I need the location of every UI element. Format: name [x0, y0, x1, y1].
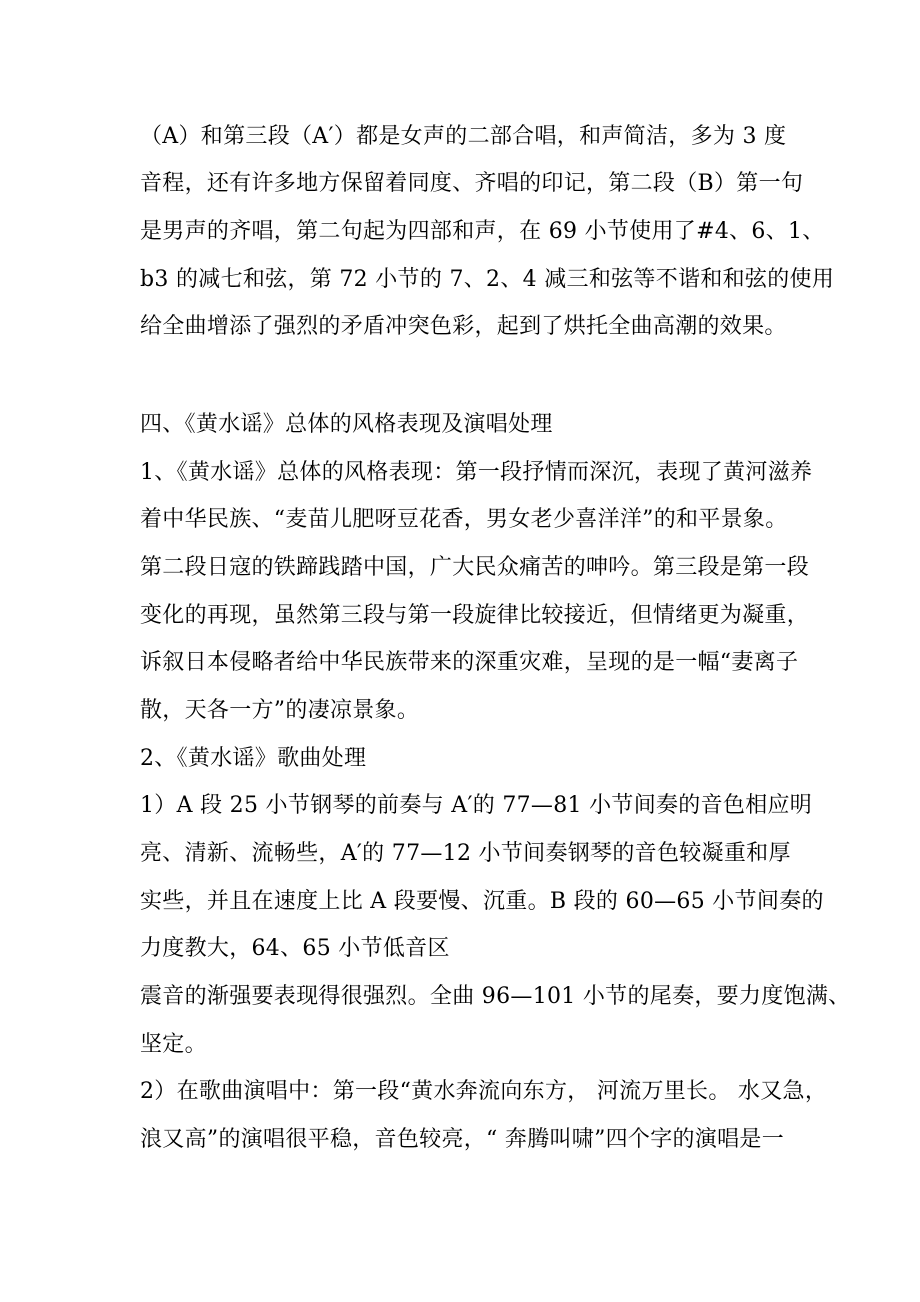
paragraph-line: 震音的渐强要表现得很强烈。全曲 96—101 小节的尾奏，要力度饱满、 — [140, 984, 851, 1009]
subsection-heading-line: 1、《黄水谣》总体的风格表现：第一段抒情而深沉，表现了黄河滋养 — [140, 460, 813, 485]
paragraph-line: 坚定。 — [140, 1032, 207, 1057]
paragraph-line: 音程，还有许多地方保留着同度、齐唱的印记，第二段（B）第一句 — [140, 171, 804, 196]
paragraph-line: 给全曲增添了强烈的矛盾冲突色彩，起到了烘托全曲高潮的效果。 — [140, 314, 787, 339]
paragraph-line: 亮、清新、流畅些，A′的 77—12 小节间奏钢琴的音色较凝重和厚 — [140, 841, 791, 866]
paragraph-line: 变化的再现，虽然第三段与第一段旋律比较接近，但情绪更为凝重， — [140, 603, 810, 628]
paragraph-line: b3 的减七和弦，第 72 小节的 7、2、4 减三和弦等不谐和和弦的使用 — [140, 267, 835, 292]
subsection-heading: 2、《黄水谣》歌曲处理 — [140, 746, 367, 771]
paragraph-line: 着中华民族、“麦苗儿肥呀豆花香，男女老少喜洋洋”的和平景象。 — [140, 507, 788, 532]
paragraph-line: 2）在歌曲演唱中：第一段“黄水奔流向东方， 河流万里长。 水又急， — [140, 1079, 828, 1104]
paragraph-line: 散，天各一方”的凄凉景象。 — [140, 698, 420, 723]
paragraph-line: 第二段日寇的铁蹄践踏中国，广大民众痛苦的呻吟。第三段是第一段 — [140, 555, 810, 580]
paragraph-line: 力度教大，64、65 小节低音区 — [140, 936, 450, 961]
paragraph-line: 实些，并且在速度上比 A 段要慢、沉重。B 段的 60—65 小节间奏的 — [140, 889, 824, 914]
paragraph-line: 是男声的齐唱，第二句起为四部和声，在 69 小节使用了#4、6、1、 — [140, 219, 825, 244]
paragraph-line: 诉叙日本侵略者给中华民族带来的深重灾难，呈现的是一幅“妻离子 — [140, 650, 799, 675]
paragraph-line: （A）和第三段（A′）都是女声的二部合唱，和声简洁，多为 3 度 — [140, 124, 787, 149]
section-heading: 四、《黄水谣》总体的风格表现及演唱处理 — [140, 412, 553, 437]
paragraph-line: 浪又高”的演唱很平稳，音色较亮，“ 奔腾叫啸”四个字的演唱是一 — [140, 1127, 785, 1152]
paragraph-line: 1）A 段 25 小节钢琴的前奏与 A′的 77—81 小节间奏的音色相应明 — [140, 793, 813, 818]
